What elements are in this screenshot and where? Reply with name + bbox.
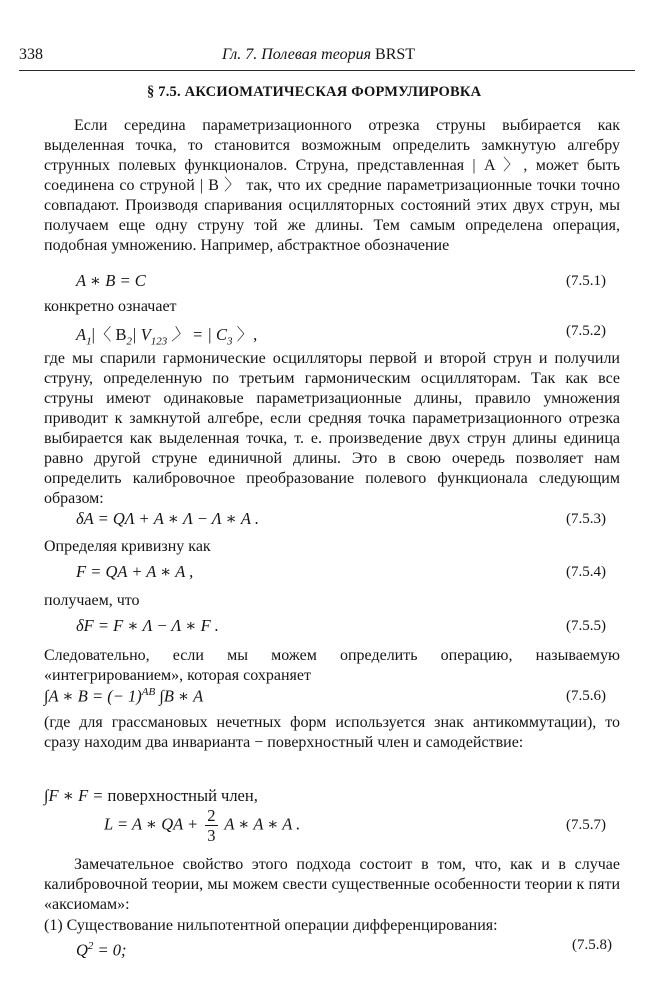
equation-number-7-5-4: (7.5.4) bbox=[566, 564, 606, 580]
paragraph-concretely: конкретно означает bbox=[44, 298, 177, 315]
equation-7-5-8 bbox=[76, 940, 127, 961]
page-number: 338 bbox=[19, 46, 43, 63]
equation-number-7-5-8: (7.5.8) bbox=[572, 937, 612, 953]
section-title: § 7.5. АКСИОМАТИЧЕСКАЯ ФОРМУЛИРОВКА bbox=[147, 84, 482, 100]
paragraph-intro: Если середина параметризационного отрезка струны выбирается как выделенная точка, то становится возможным определить замкнутую алгебру струнных полевых функционалов. Струна, представленная | A 〉, может быть соединена со струной | B 〉 так, что их средние параметризационные точки точно совпадают. Производя спаривания осцилляторных состояний этих двух струн, мы получаем еще одну струну той же длины. Тем самым определена операция, подобная умножению. Например, абстрактное обозначение bbox=[44, 117, 620, 254]
eq757b-left: L = A ∗ QA + bbox=[104, 814, 203, 834]
eq756-right: ∫B ∗ A bbox=[155, 686, 204, 706]
equation-number-7-5-2: (7.5.2) bbox=[566, 323, 606, 339]
paragraph-curvature: Определяя кривизну как bbox=[44, 538, 211, 555]
eq752-sub4: 3 bbox=[226, 335, 233, 348]
equation-7-5-7-surface bbox=[44, 786, 258, 806]
eq757a-math: ∫F ∗ F = bbox=[44, 786, 108, 805]
fraction-two-thirds bbox=[205, 806, 217, 845]
equation-7-5-1: A ∗ B = C bbox=[76, 271, 146, 290]
running-title bbox=[222, 46, 415, 64]
eq756-left: ∫A ∗ B = (− 1) bbox=[44, 686, 142, 706]
eq752-v: | V bbox=[132, 325, 151, 344]
fraction-denominator: 3 bbox=[207, 826, 216, 845]
equation-number-7-5-7: (7.5.7) bbox=[566, 817, 606, 833]
equation-number-7-5-1: (7.5.1) bbox=[566, 273, 606, 289]
eq752-end: 〉, bbox=[232, 325, 258, 344]
fraction-numerator: 2 bbox=[207, 806, 216, 825]
equation-7-5-5: δF = F ∗ Λ − Λ ∗ F . bbox=[76, 616, 219, 635]
eq752-a: A bbox=[76, 325, 87, 344]
equation-7-5-4: F = QA + A ∗ A , bbox=[76, 562, 194, 581]
running-title-text: Гл. 7. Полевая теория bbox=[222, 46, 376, 63]
equation-7-5-7-action bbox=[104, 806, 300, 845]
eq758-sup: 2 bbox=[87, 940, 94, 952]
paragraph-oscillators: где мы спарили гармонические осцилляторы первой и второй струн и получили струну, определенную по третьим гармоническим осцилляторам. Так как все струны имеют одинаковые параметризационные длины, правило умножения приводит к замкнутой алгебре, если средняя точка параметризационного отрезка выбирается как выделенная точка, т. е. произведение двух струн длины единица равно другой струне единичной длины. Это в свою очередь позволяет нам определить калибровочное преобразование полевого функционала следующим образом: bbox=[44, 350, 620, 507]
equation-7-5-3: δA = QΛ + A ∗ Λ − Λ ∗ A . bbox=[76, 509, 259, 528]
eq758-right: = 0; bbox=[93, 940, 127, 960]
eq752-bra: |〈 B bbox=[91, 325, 127, 344]
eq757a-text: поверхностный член, bbox=[107, 786, 258, 805]
eq752-c: 〉 = | C bbox=[167, 325, 227, 344]
paragraph-axioms: Замечательное свойство этого подхода состоит в том, что, как и в случае калибровочной теории, мы можем свести существенные особенности теории к пяти «аксиомам»: bbox=[44, 856, 620, 913]
eq752-sub3: 123 bbox=[150, 335, 168, 348]
paragraph-integration: Следовательно, если мы можем определить операцию, называемую «интегрированием», которая сохраняет bbox=[44, 647, 620, 684]
eq752-sub1: 1 bbox=[86, 335, 92, 348]
eq752-sub2: 2 bbox=[126, 335, 133, 348]
eq756-sup: AB bbox=[141, 686, 156, 698]
paragraph-obtain: получаем, что bbox=[44, 592, 140, 609]
equation-7-5-6 bbox=[44, 686, 203, 707]
equation-7-5-2 bbox=[76, 321, 257, 347]
equation-number-7-5-6: (7.5.6) bbox=[566, 688, 606, 704]
axiom-item-1: (1) Существование нильпотентной операции дифференцирования: bbox=[44, 917, 498, 934]
equation-number-7-5-3: (7.5.3) bbox=[566, 511, 606, 527]
running-title-brst: BRST bbox=[375, 46, 416, 63]
header-rule bbox=[19, 70, 635, 71]
eq757b-right: A ∗ A ∗ A . bbox=[220, 814, 301, 834]
paragraph-invariants: (где для грассмановых нечетных форм используется знак антикоммутации), то сразу находим два инварианта − поверхностный член и самодействие: bbox=[44, 714, 620, 751]
equation-number-7-5-5: (7.5.5) bbox=[566, 618, 606, 634]
eq758-q: Q bbox=[76, 940, 88, 960]
